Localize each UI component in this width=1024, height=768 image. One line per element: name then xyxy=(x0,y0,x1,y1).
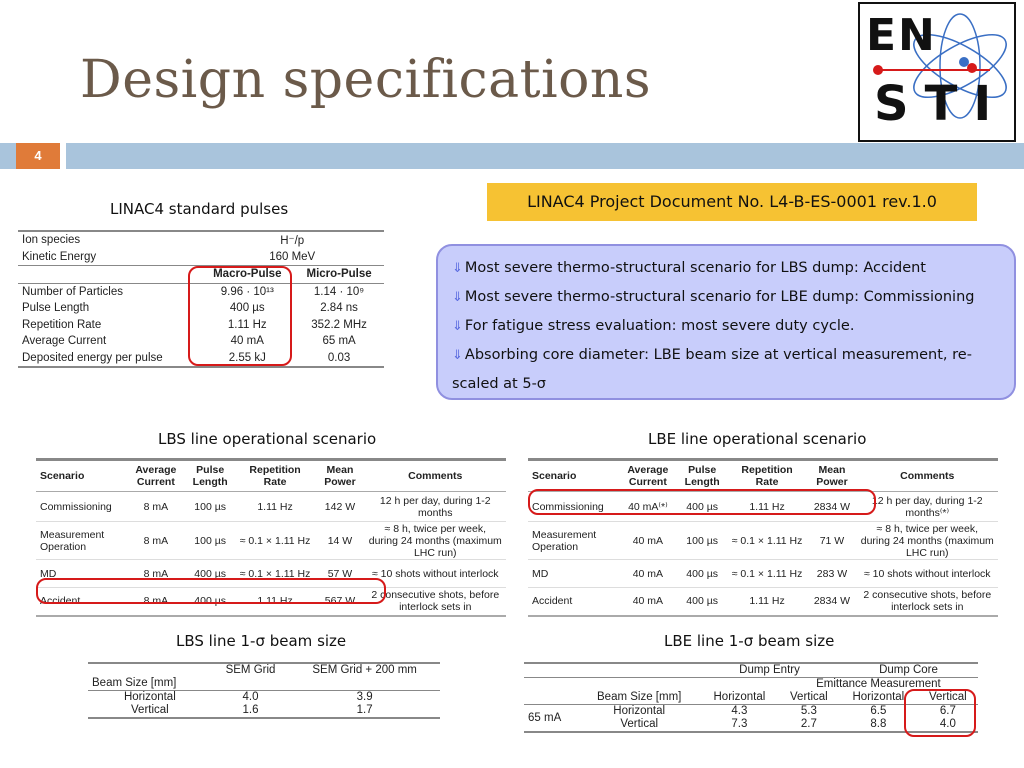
table-row: 65 mA Horizontal 4.3 5.3 6.5 6.7 xyxy=(528,705,956,724)
logo-text-en: EN xyxy=(866,10,937,61)
table-row: Vertical 1.6 1.7 xyxy=(131,704,373,716)
table-row: Average Current 40 mA 65 mA xyxy=(22,335,356,348)
standard-pulses-caption: LINAC4 standard pulses xyxy=(110,200,289,218)
table-row: MD 40 mA 400 µs ≈ 0.1 × 1.11 Hz 283 W ≈ 10 shots without interlock xyxy=(528,560,998,588)
macro-pulse-highlight xyxy=(188,266,292,366)
table-row: Deposited energy per pulse 2.55 kJ 0.03 xyxy=(22,351,351,364)
slide-title: Design specifications xyxy=(80,50,652,110)
table-row: Accident 40 mA 400 µs 1.11 Hz 2834 W 2 consecutive shots, before interlock sets in xyxy=(528,588,998,616)
lbe-ops-table: Scenario Average Current Pulse Length Repetition Rate Mean Power Comments Commissioning 40 mA⁽*⁾ 400 µs 1.11 Hz 2834 W 12 h per day, during 1-2 months⁽*⁾ Measurement Operation 40 mA 100 µs ≈ 0.1 × 1.11 Hz 71 W ≈ 8 h, twice per week, during 24 months (maximum LHC run) MD 40 mA 400 µs ≈ 0.1 × 1.11 Hz 283 W ≈ 10 shots without interlock Accident 40 mA 400 µs 1.11 Hz 2834 W 2 consecutive shots, before interlock sets in xyxy=(528,458,998,617)
table-row: Repetition Rate 1.11 Hz 352.2 MHz xyxy=(22,318,367,331)
table-row: Pulse Length 400 µs 2.84 ns xyxy=(22,302,358,315)
note-item: ⇓ For fatigue stress evaluation: most severe duty cycle. xyxy=(452,318,855,334)
table-row: Commissioning 40 mA⁽*⁾ 400 µs 1.11 Hz 2834 W 12 h per day, during 1-2 months⁽*⁾ xyxy=(528,492,998,522)
lbe-ops-caption: LBE line operational scenario xyxy=(648,430,867,448)
slide-header-bar xyxy=(0,143,1024,169)
lbs-beam-table: SEM Grid SEM Grid + 200 mm Beam Size [mm] Horizontal 4.0 3.9 Vertical 1.6 1.7 xyxy=(88,662,440,719)
table-row: Horizontal 4.0 3.9 xyxy=(123,691,373,703)
lbs-beam-caption: LBS line 1-σ beam size xyxy=(176,632,347,650)
lbs-ops-table: Scenario Average Current Pulse Length Repetition Rate Mean Power Comments Commissioning 8 mA 100 µs 1.11 Hz 142 W 12 h per day, during 1-2 months Measurement Operation 8 mA 100 µs ≈ 0.1 × 1.11 Hz 14 W ≈ 8 h, twice per week, during 24 months (maximum LHC run) MD 8 mA 400 µs ≈ 0.1 × 1.11 Hz 57 W ≈ 10 shots without interlock Accident 8 mA 400 µs 1.11 Hz 567 W 2 consecutive shots, before interlock sets in xyxy=(36,458,506,617)
arrow-bullet-icon: ⇓ xyxy=(452,348,463,363)
table-row: Measurement Operation 40 mA 100 µs ≈ 0.1 × 1.11 Hz 71 W ≈ 8 h, twice per week, during 24 months (maximum LHC run) xyxy=(528,522,998,560)
arrow-bullet-icon: ⇓ xyxy=(452,290,463,305)
en-sti-logo xyxy=(858,2,1016,142)
lbs-accident-highlight xyxy=(36,578,386,604)
arrow-bullet-icon: ⇓ xyxy=(452,261,463,276)
lbe-beam-table: Dump Entry Dump Core Emittance Measurement Beam Size [mm] Horizontal Vertical Horizontal Vertical 65 mA Horizontal 4.3 5.3 6.5 6.7 Vertical 7.3 2.7 8.8 4.0 xyxy=(524,662,978,733)
slide-number: 4 xyxy=(16,143,60,169)
document-reference: LINAC4 Project Document No. L4-B-ES-0001 rev.1.0 xyxy=(487,183,977,221)
note-item: ⇓ Most severe thermo-structural scenario for LBE dump: Commissioning xyxy=(452,289,975,305)
note-item: ⇓ Most severe thermo-structural scenario for LBS dump: Accident xyxy=(452,260,926,276)
table-row: MD 8 mA 400 µs ≈ 0.1 × 1.11 Hz 57 W ≈ 10 shots without interlock xyxy=(36,560,506,588)
lbe-commissioning-highlight xyxy=(528,489,876,515)
arrow-bullet-icon: ⇓ xyxy=(452,319,463,334)
table-row: Measurement Operation 8 mA 100 µs ≈ 0.1 × 1.11 Hz 14 W ≈ 8 h, twice per week, during 24 months (maximum LHC run) xyxy=(36,522,506,560)
notes-box xyxy=(436,244,1016,400)
table-row: Number of Particles 9.96 · 10¹³ 1.14 · 10⁹ xyxy=(22,285,365,298)
note-item: ⇓ Absorbing core diameter: LBE beam size at vertical measurement, re- xyxy=(452,347,972,363)
table-row: Vertical 7.3 2.7 8.8 4.0 xyxy=(620,718,956,730)
note-item: scaled at 5-σ xyxy=(452,376,547,392)
dump-core-vertical-highlight xyxy=(904,689,976,737)
table-row: Commissioning 8 mA 100 µs 1.11 Hz 142 W 12 h per day, during 1-2 months xyxy=(36,492,506,522)
logo-text-sti: STI xyxy=(874,76,1008,132)
standard-pulses-table: Ion species H⁻/p Kinetic Energy 160 MeV Macro-Pulse Micro-Pulse Number of Particles 9.96 · 10¹³ 1.14 · 10⁹ Pulse Length 400 µs 2.84 ns Repetition Rate 1.11 Hz 352.2 MHz Average Current 40 mA 65 mA Deposited energy per pulse 2.55 kJ 0.03 xyxy=(18,230,384,368)
lbs-ops-caption: LBS line operational scenario xyxy=(158,430,377,448)
table-row: Accident 8 mA 400 µs 1.11 Hz 567 W 2 consecutive shots, before interlock sets in xyxy=(36,588,506,616)
lbe-beam-caption: LBE line 1-σ beam size xyxy=(664,632,835,650)
